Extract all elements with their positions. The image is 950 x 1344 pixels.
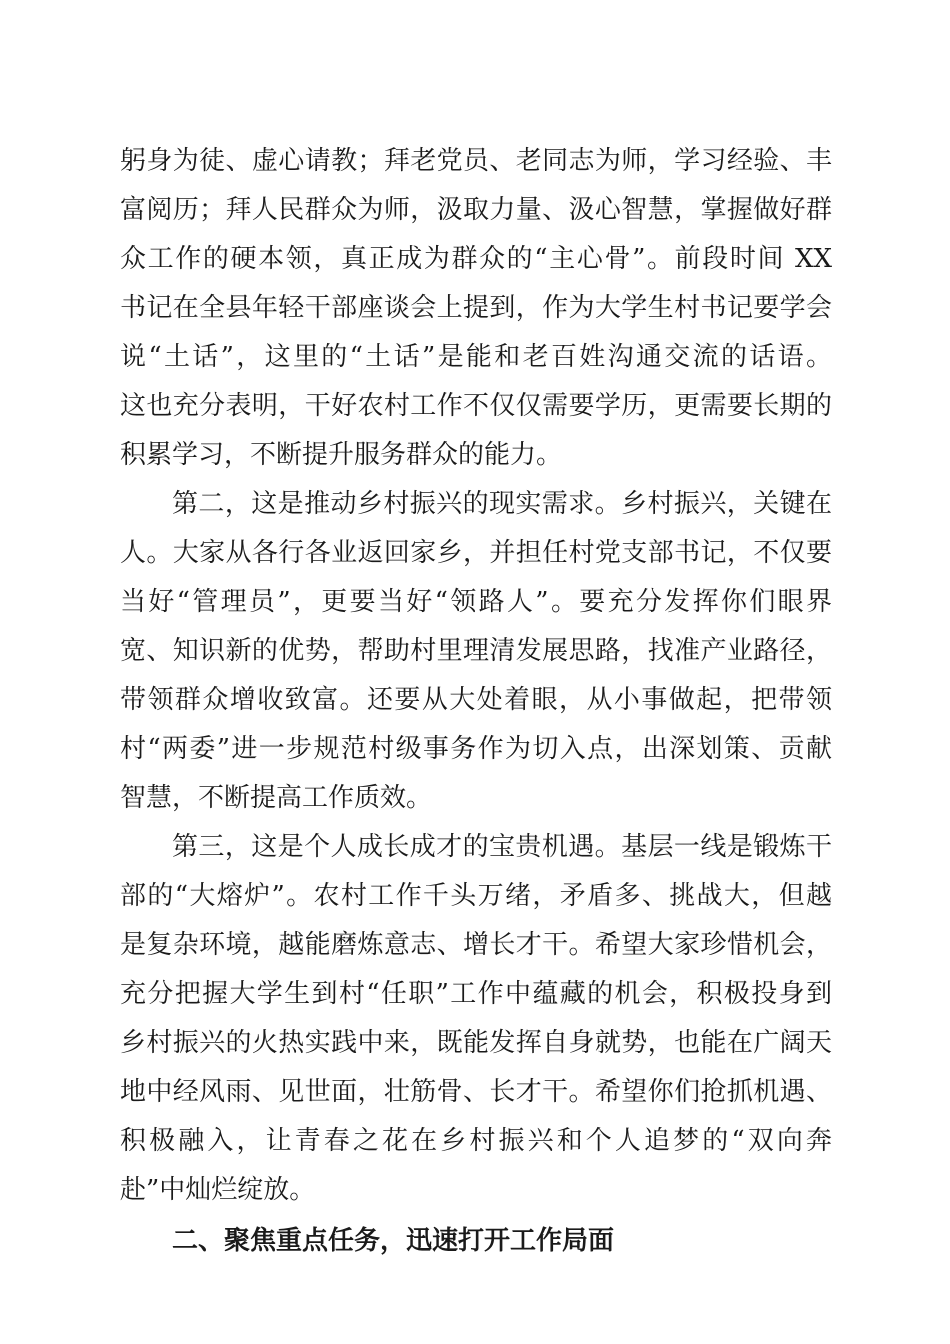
paragraph-line: 这也充分表明，干好农村工作不仅仅需要学历，更需要长期的 [120, 391, 832, 421]
paragraph-line: 书记在全县年轻干部座谈会上提到，作为大学生村书记要学会 [120, 293, 832, 323]
paragraph-line: 第三，这是个人成长成才的宝贵机遇。基层一线是锻炼干 [172, 832, 832, 862]
paragraph-line: 充分把握大学生到村“任职”工作中蕴藏的机会，积极投身到 [120, 979, 832, 1009]
paragraph-line: 当好“管理员”，更要当好“领路人”。要充分发挥你们眼界 [120, 587, 832, 617]
paragraph-line: 带领群众增收致富。还要从大处着眼，从小事做起，把带领 [120, 685, 832, 715]
paragraph-line: 第二，这是推动乡村振兴的现实需求。乡村振兴，关键在 [172, 489, 832, 519]
paragraph-line: 躬身为徒、虚心请教；拜老党员、老同志为师，学习经验、丰 [120, 146, 832, 176]
paragraph-line: 宽、知识新的优势，帮助村里理清发展思路，找准产业路径， [120, 636, 832, 666]
paragraph-line: 说“土话”，这里的“土话”是能和老百姓沟通交流的话语。 [120, 342, 832, 372]
paragraph-line: 智慧，不断提高工作质效。 [120, 783, 433, 813]
paragraph-line: 积极融入，让青春之花在乡村振兴和个人追梦的“双向奔 [120, 1126, 832, 1156]
paragraph-line: 人。大家从各行各业返回家乡，并担任村党支部书记，不仅要 [120, 538, 832, 568]
paragraph-line: 积累学习，不断提升服务群众的能力。 [120, 440, 563, 470]
paragraph-line: 是复杂环境，越能磨炼意志、增长才干。希望大家珍惜机会， [120, 930, 832, 960]
paragraph-line: 部的“大熔炉”。农村工作千头万绪，矛盾多、挑战大，但越 [120, 881, 832, 911]
paragraph-line: 富阅历；拜人民群众为师，汲取力量、汲心智慧，掌握做好群 [120, 195, 832, 225]
paragraph-line: 乡村振兴的火热实践中来，既能发挥自身就势，也能在广阔天 [120, 1028, 832, 1058]
paragraph-line: 村“两委”进一步规范村级事务作为切入点，出深划策、贡献 [120, 734, 832, 764]
paragraph-line: 众工作的硬本领，真正成为群众的“主心骨”。前段时间 XX [120, 244, 832, 274]
section-heading: 二、聚焦重点任务，迅速打开工作局面 [172, 1226, 615, 1256]
paragraph-line: 赴”中灿烂绽放。 [120, 1175, 316, 1205]
paragraph-line: 地中经风雨、见世面，壮筋骨、长才干。希望你们抢抓机遇、 [120, 1077, 832, 1107]
